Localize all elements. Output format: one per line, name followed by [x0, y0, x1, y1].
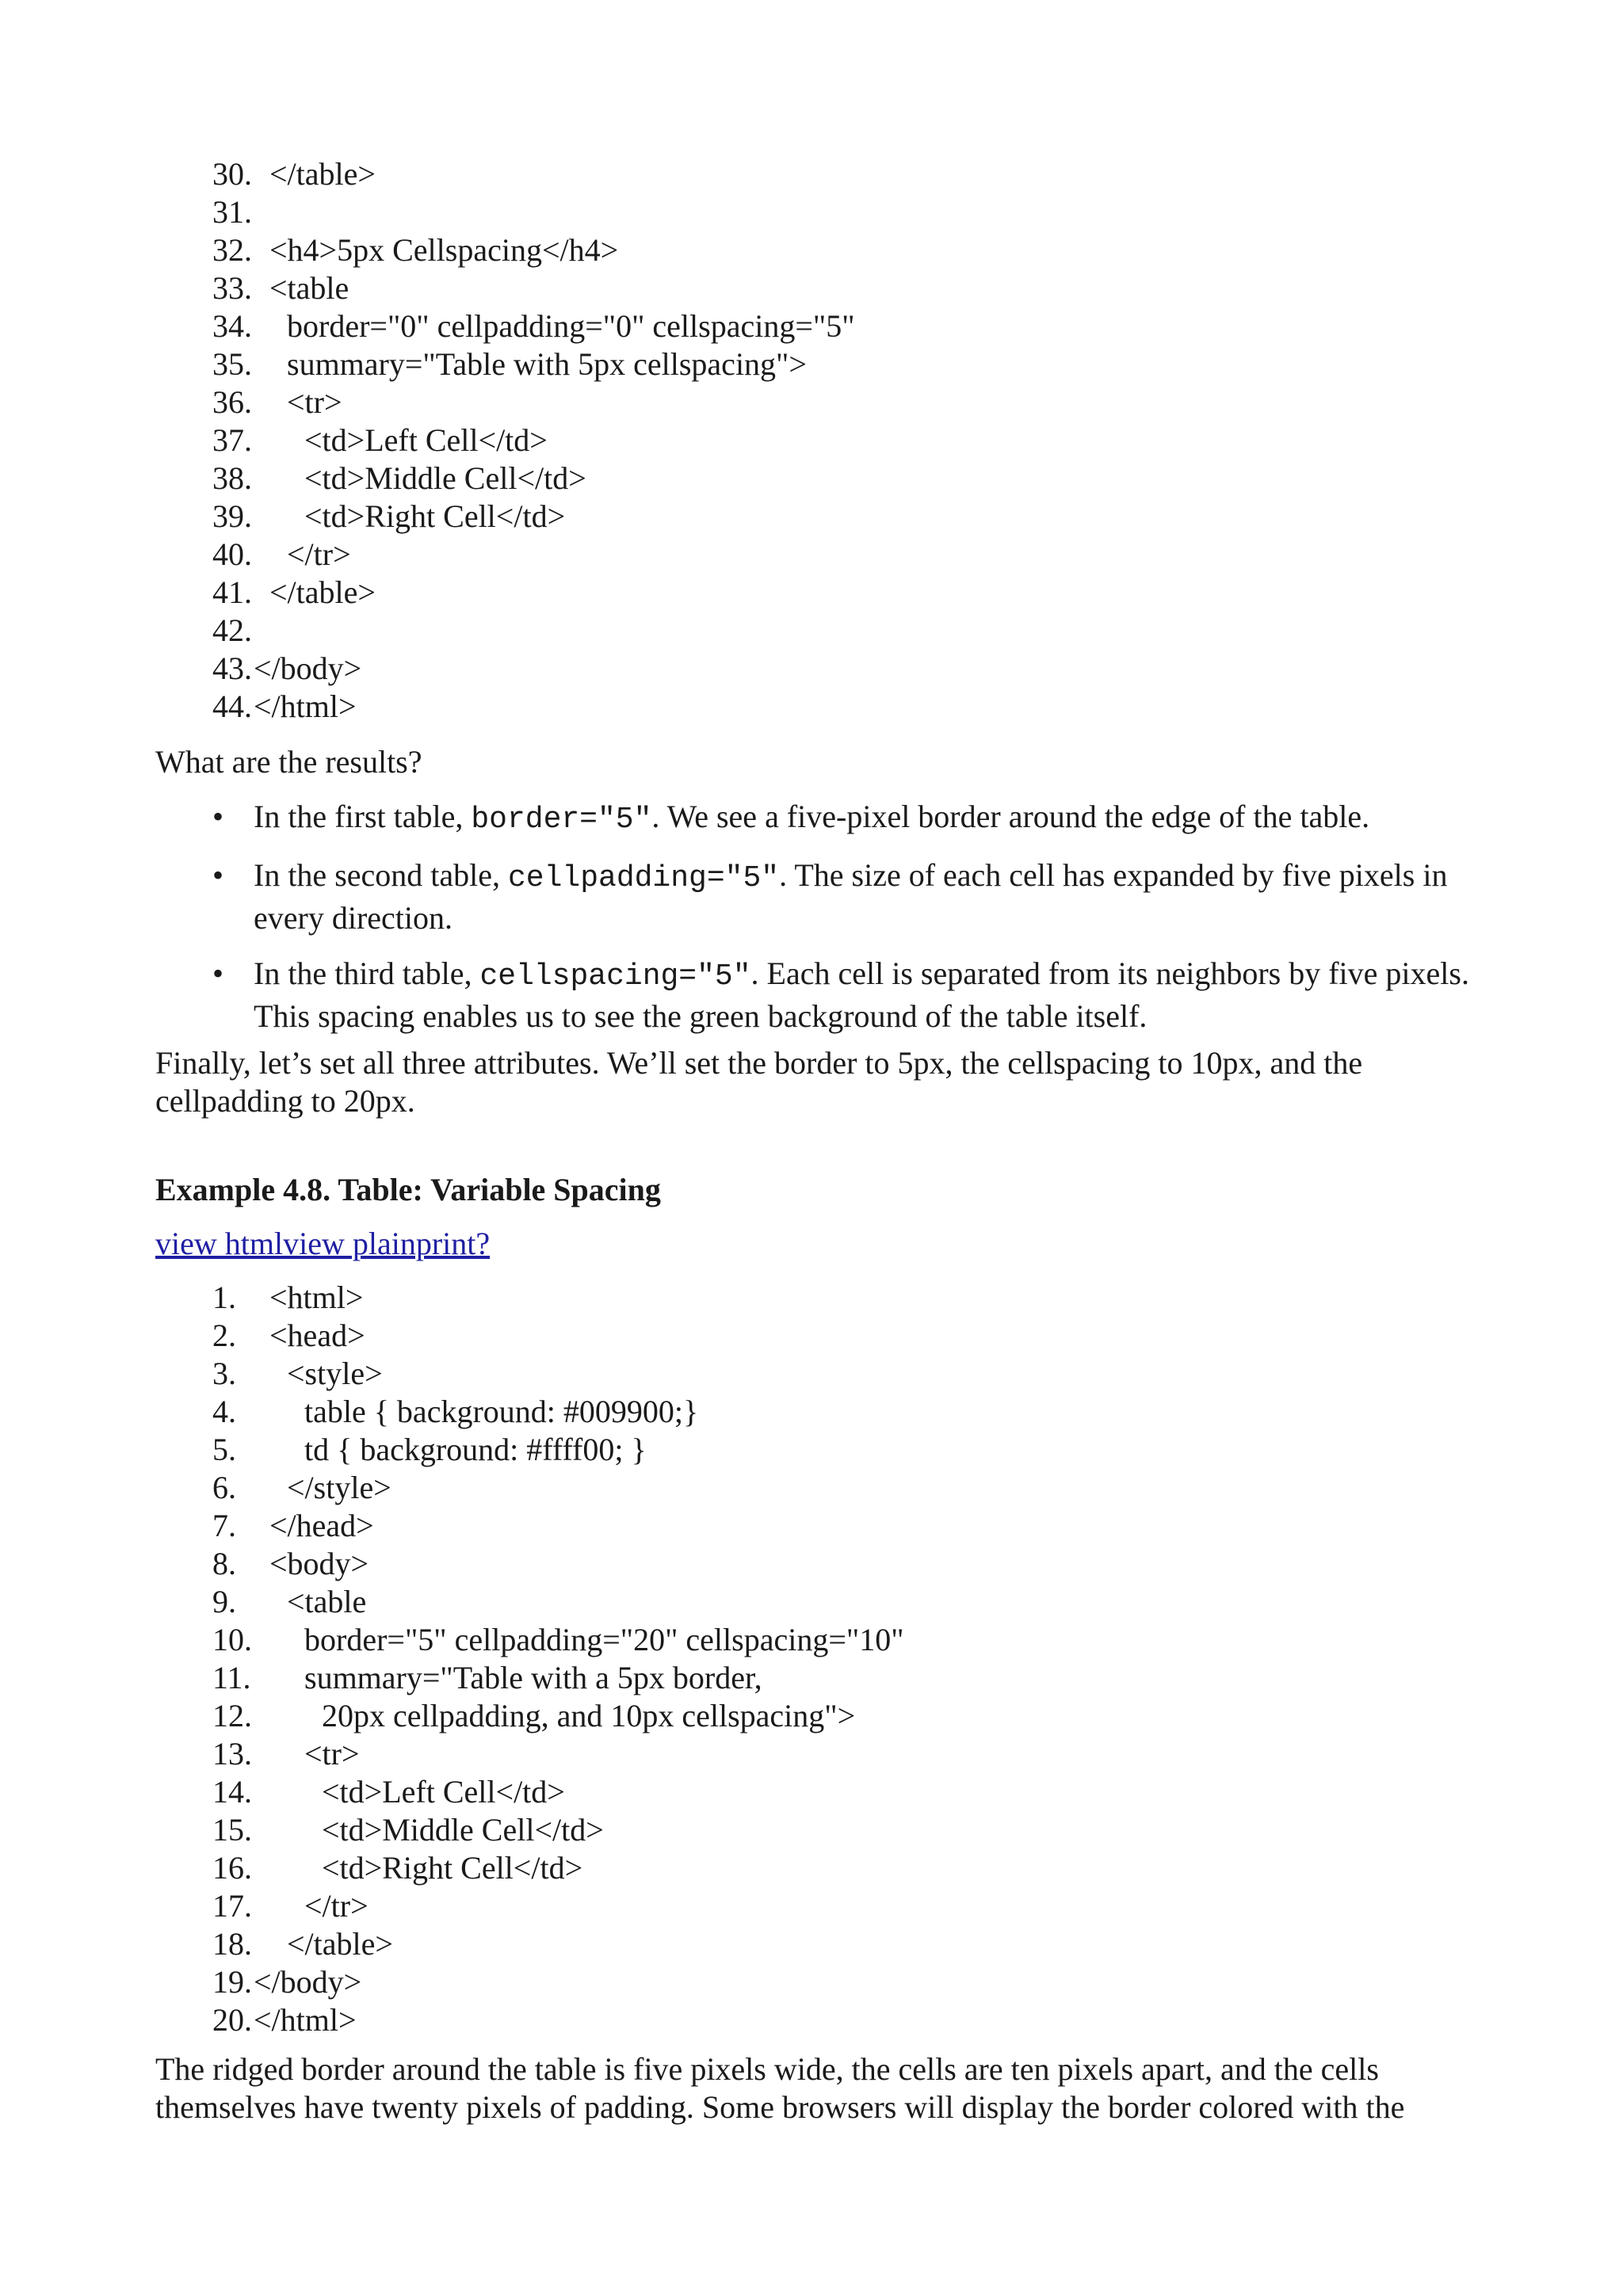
line-number: 38.: [212, 460, 252, 496]
code-text: <tr>: [304, 1736, 360, 1772]
inline-code: cellpadding="5": [508, 861, 780, 895]
code-line: [212, 2001, 1480, 2039]
line-number: 39.: [212, 498, 252, 534]
code-line: [212, 1545, 1480, 1583]
results-question: What are the results?: [155, 744, 422, 780]
code-text: <td>Middle Cell</td>: [304, 460, 586, 496]
code-text: <html>: [269, 1280, 364, 1315]
line-number: 15.: [212, 1812, 252, 1848]
line-number: 43.: [212, 650, 252, 686]
code-line: [212, 383, 1480, 421]
line-number: 16.: [212, 1850, 252, 1886]
line-number: 30.: [212, 156, 252, 192]
line-number: 35.: [212, 346, 252, 382]
code-text: td { background: #ffff00; }: [304, 1432, 647, 1467]
code-line: [212, 231, 1480, 269]
code-listing-continued: [212, 155, 1480, 726]
bullet-dot: •: [212, 799, 224, 834]
code-text: </body>: [254, 1964, 362, 2000]
code-text: <tr>: [287, 384, 342, 420]
code-text: </table>: [287, 1926, 393, 1962]
line-number: 14.: [212, 1774, 252, 1810]
code-text: </head>: [269, 1508, 374, 1543]
code-line: [212, 1355, 1480, 1393]
code-line: [212, 536, 1480, 574]
code-text: border="5" cellpadding="20" cellspacing="10": [304, 1622, 904, 1657]
line-number: 18.: [212, 1926, 252, 1962]
paragraph-line: themselves have twenty pixels of padding. Some browsers will display the border colored with the: [155, 2089, 1405, 2125]
code-line: [212, 1393, 1480, 1431]
code-text: </style>: [287, 1470, 391, 1505]
code-line: [212, 1469, 1480, 1507]
result-bullet-text: In the second table, cellpadding="5". The size of each cell has expanded by five pixels in every direction.: [254, 857, 1448, 936]
line-number: 32.: [212, 232, 252, 268]
code-text: </tr>: [304, 1888, 369, 1924]
code-line: [212, 1507, 1480, 1545]
code-line: [212, 1887, 1480, 1925]
line-number: 20.: [212, 2002, 252, 2038]
code-line: [212, 460, 1480, 498]
bullet-dot: •: [212, 955, 224, 991]
code-text: </html>: [254, 2002, 357, 2038]
code-line: [212, 574, 1480, 612]
result-bullet-text: In the third table, cellspacing="5". Each cell is separated from its neighbors by five pixels. This spacing enables us to see the green background of the table itself.: [254, 955, 1469, 1034]
code-line: [212, 650, 1480, 688]
code-text: <h4>5px Cellspacing</h4>: [269, 232, 619, 268]
example-heading: Example 4.8. Table: Variable Spacing: [155, 1172, 661, 1207]
line-number: 33.: [212, 270, 252, 306]
code-line: [212, 345, 1480, 383]
code-line: [212, 1431, 1480, 1469]
line-number: 13.: [212, 1736, 252, 1772]
line-number: 1.: [212, 1280, 236, 1315]
code-text: <head>: [269, 1318, 365, 1353]
code-line: [212, 1963, 1480, 2001]
line-number: 40.: [212, 536, 252, 572]
code-line: [212, 1317, 1480, 1355]
code-line: [212, 269, 1480, 307]
code-line: [212, 1279, 1480, 1317]
code-text: <style>: [287, 1356, 383, 1391]
inline-code: cellspacing="5": [479, 959, 751, 994]
paragraph-line: The ridged border around the table is five pixels wide, the cells are ten pixels apart, and the cells: [155, 2051, 1379, 2087]
line-number: 7.: [212, 1508, 236, 1543]
paragraph-line: Finally, let’s set all three attributes. We’ll set the border to 5px, the cellspacing to 10px, and the: [155, 1045, 1363, 1081]
code-line: [212, 1811, 1480, 1849]
code-text: <table: [287, 1584, 367, 1619]
code-line: [212, 1773, 1480, 1811]
view-links[interactable]: view htmlview plainprint?: [155, 1226, 491, 1261]
line-number: 11.: [212, 1660, 251, 1695]
result-bullet-text: In the first table, border="5". We see a five-pixel border around the edge of the table.: [254, 799, 1370, 837]
code-line: [212, 421, 1480, 460]
code-line: [212, 1849, 1480, 1887]
line-number: 10.: [212, 1622, 252, 1657]
code-text: <td>Right Cell</td>: [304, 498, 566, 534]
code-text: <td>Left Cell</td>: [322, 1774, 565, 1810]
code-text: </body>: [254, 650, 362, 686]
line-number: 3.: [212, 1356, 236, 1391]
line-number: 2.: [212, 1318, 236, 1353]
inline-code: border="5": [471, 803, 652, 837]
line-number: 31.: [212, 194, 252, 230]
line-number: 37.: [212, 422, 252, 458]
bullet-dot: •: [212, 857, 224, 893]
code-text: <td>Right Cell</td>: [322, 1850, 583, 1886]
line-number: 9.: [212, 1584, 236, 1619]
line-number: 6.: [212, 1470, 236, 1505]
line-number: 42.: [212, 612, 252, 648]
line-number: 19.: [212, 1964, 252, 2000]
code-text: </html>: [254, 688, 357, 724]
code-line: [212, 498, 1480, 536]
code-text: <td>Left Cell</td>: [304, 422, 548, 458]
line-number: 17.: [212, 1888, 252, 1924]
code-line: [212, 688, 1480, 726]
line-number: 44.: [212, 688, 252, 724]
code-text: <td>Middle Cell</td>: [322, 1812, 604, 1848]
line-number: 12.: [212, 1698, 252, 1733]
paragraph-line: cellpadding to 20px.: [155, 1083, 415, 1119]
code-line: [212, 1735, 1480, 1773]
code-line: [212, 1659, 1480, 1697]
code-line: [212, 307, 1480, 345]
code-text: summary="Table with 5px cellspacing">: [287, 346, 807, 382]
line-number: 5.: [212, 1432, 236, 1467]
code-line: [212, 155, 1480, 193]
line-number: 41.: [212, 574, 252, 610]
code-line: [212, 1583, 1480, 1621]
line-number: 34.: [212, 308, 252, 344]
code-line: [212, 1621, 1480, 1659]
code-line: [212, 1925, 1480, 1963]
code-text: </tr>: [287, 536, 351, 572]
code-text: 20px cellpadding, and 10px cellspacing">: [322, 1698, 856, 1733]
code-text: <body>: [269, 1546, 369, 1581]
code-text: table { background: #009900;}: [304, 1394, 699, 1429]
line-number: 36.: [212, 384, 252, 420]
code-text: </table>: [269, 156, 376, 192]
line-number: 8.: [212, 1546, 236, 1581]
line-number: 4.: [212, 1394, 236, 1429]
code-line: [212, 193, 1480, 231]
code-text: </table>: [269, 574, 376, 610]
code-line: [212, 612, 1480, 650]
code-line: [212, 1697, 1480, 1735]
code-listing-example: [212, 1279, 1480, 2039]
code-text: summary="Table with a 5px border,: [304, 1660, 762, 1695]
code-text: <table: [269, 270, 349, 306]
code-text: border="0" cellpadding="0" cellspacing="5": [287, 308, 855, 344]
